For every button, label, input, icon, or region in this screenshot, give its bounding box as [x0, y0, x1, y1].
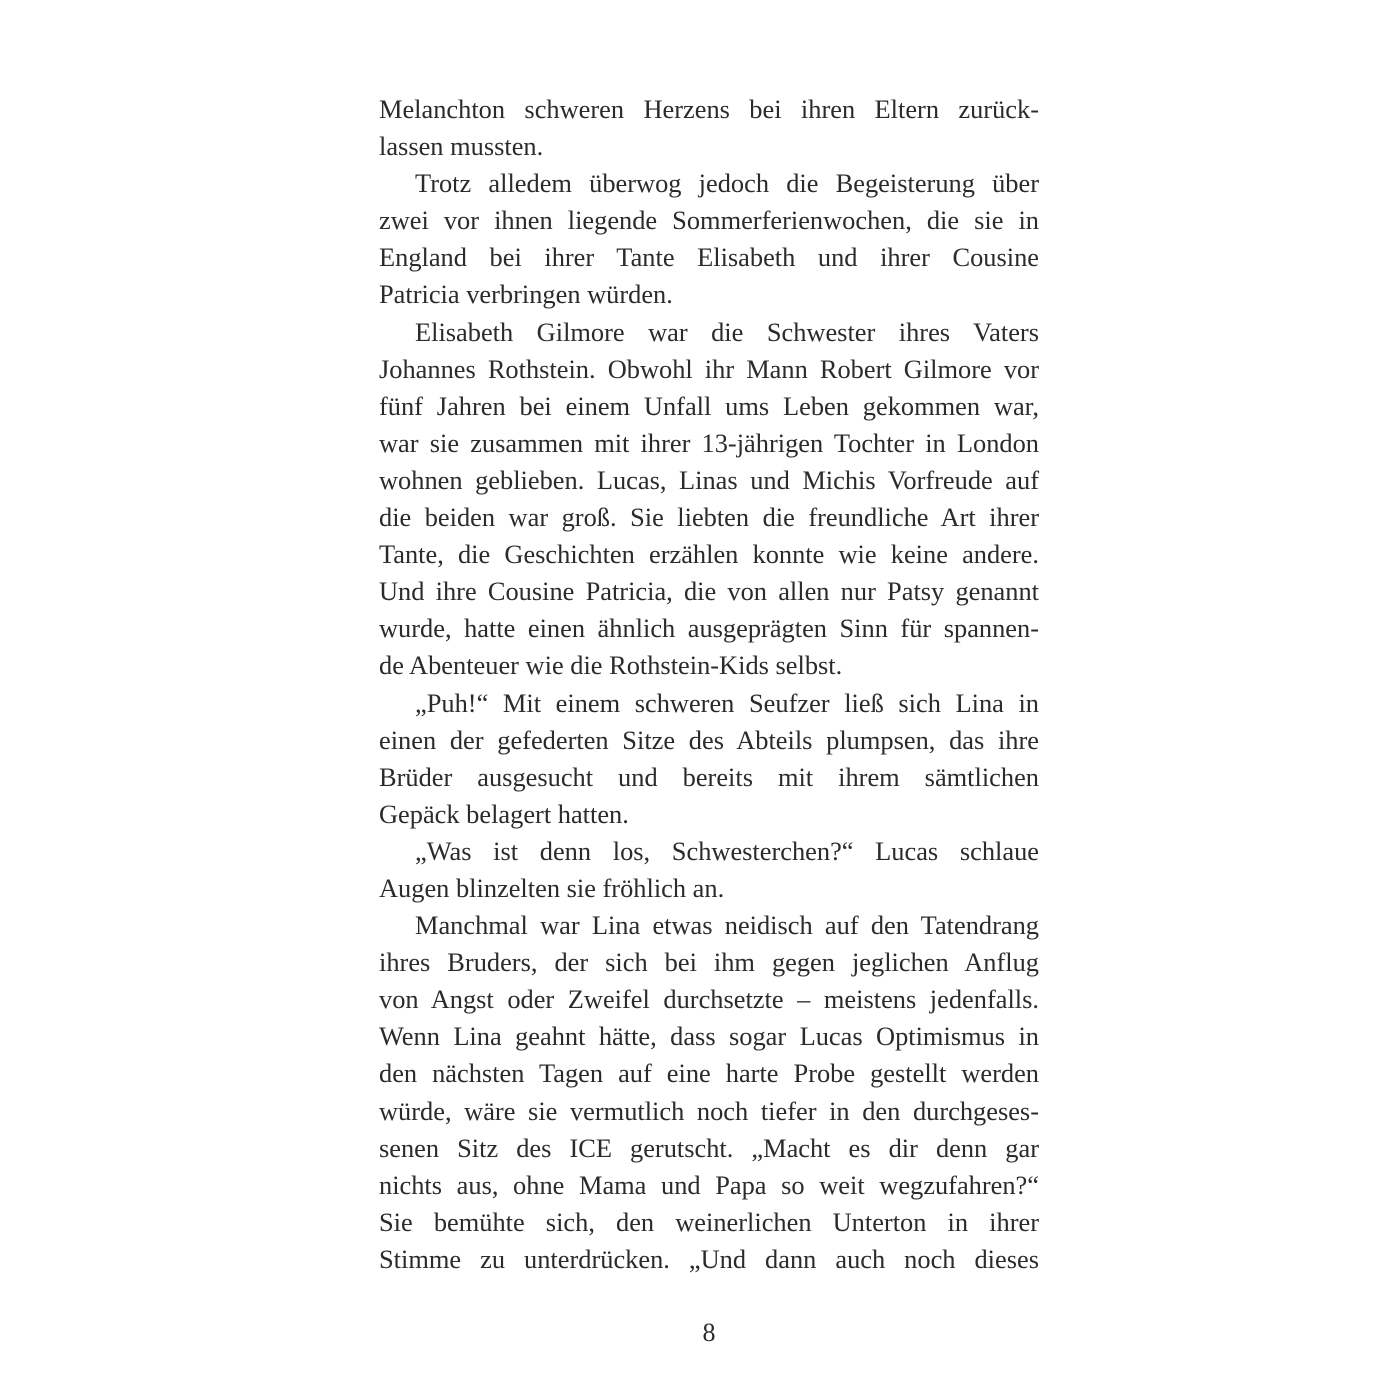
paragraph [379, 907, 1039, 1278]
text-line: Brüder ausgesucht und bereits mit ihrem sämtlichen [379, 761, 1039, 792]
paragraph [379, 165, 1039, 313]
text-line: ihres Bruders, der sich bei ihm gegen jeglichen Anflug [379, 947, 1039, 978]
text-line: war sie zusammen mit ihrer 13-jährigen Tochter in London [379, 427, 1039, 458]
text-line: Gepäck belagert hatten. [379, 798, 629, 829]
text-line: zwei vor ihnen liegende Sommerferienwochen, die sie in [379, 205, 1039, 236]
text-line: Trotz alledem überwog jedoch die Begeisterung über [415, 168, 1039, 199]
text-line: „Puh!“ Mit einem schweren Seufzer ließ sich Lina in [415, 687, 1039, 718]
page-number: 8 [702, 1318, 716, 1347]
text-line: „Was ist denn los, Schwesterchen?“ Lucas schlaue [415, 835, 1039, 866]
body-text [379, 91, 1039, 1278]
text-line: Manchmal war Lina etwas neidisch auf den Tatendrang [415, 910, 1039, 941]
text-line: die beiden war groß. Sie liebten die freundliche Art ihrer [379, 502, 1039, 533]
text-line: wohnen geblieben. Lucas, Linas und Michis Vorfreude auf [379, 464, 1039, 495]
paragraph [379, 91, 1039, 165]
book-page [379, 91, 1039, 1291]
text-line: Stimme zu unterdrücken. „Und dann auch noch dieses [379, 1243, 1039, 1274]
text-line: würde, wäre sie vermutlich noch tiefer in den durchgeses- [379, 1095, 1039, 1126]
text-line: nichts aus, ohne Mama und Papa so weit wegzufahren?“ [379, 1169, 1039, 1200]
text-line: Tante, die Geschichten erzählen konnte wie keine andere. [379, 539, 1039, 570]
text-line: Elisabeth Gilmore war die Schwester ihres Vaters [415, 316, 1039, 347]
text-line: Wenn Lina geahnt hätte, dass sogar Lucas Optimismus in [379, 1021, 1039, 1052]
paragraph [379, 314, 1039, 685]
text-line: Melanchton schweren Herzens bei ihren Eltern zurück- [379, 94, 1039, 124]
paragraph [379, 685, 1039, 833]
text-line: de Abenteuer wie die Rothstein-Kids selbst. [379, 650, 843, 681]
text-line: Sie bemühte sich, den weinerlichen Unterton in ihrer [379, 1206, 1039, 1237]
text-line: senen Sitz des ICE gerutscht. „Macht es dir denn gar [379, 1132, 1039, 1163]
text-line: einen der gefederten Sitze des Abteils plumpsen, das ihre [379, 724, 1039, 755]
text-line: Johannes Rothstein. Obwohl ihr Mann Robert Gilmore vor [379, 353, 1039, 384]
text-line: wurde, hatte einen ähnlich ausgeprägten Sinn für spannen- [379, 613, 1039, 644]
text-line: lassen mussten. [379, 131, 544, 162]
text-line: England bei ihrer Tante Elisabeth und ihrer Cousine [379, 242, 1039, 273]
text-line: den nächsten Tagen auf eine harte Probe gestellt werden [379, 1058, 1039, 1089]
text-line: Und ihre Cousine Patricia, die von allen nur Patsy genannt [379, 576, 1039, 607]
text-line: Patricia verbringen würden. [379, 279, 673, 310]
text-line: fünf Jahren bei einem Unfall ums Leben gekommen war, [379, 390, 1039, 421]
text-line: von Angst oder Zweifel durchsetzte – meistens jedenfalls. [379, 984, 1039, 1015]
paragraph [379, 833, 1039, 907]
text-line: Augen blinzelten sie fröhlich an. [379, 872, 725, 903]
